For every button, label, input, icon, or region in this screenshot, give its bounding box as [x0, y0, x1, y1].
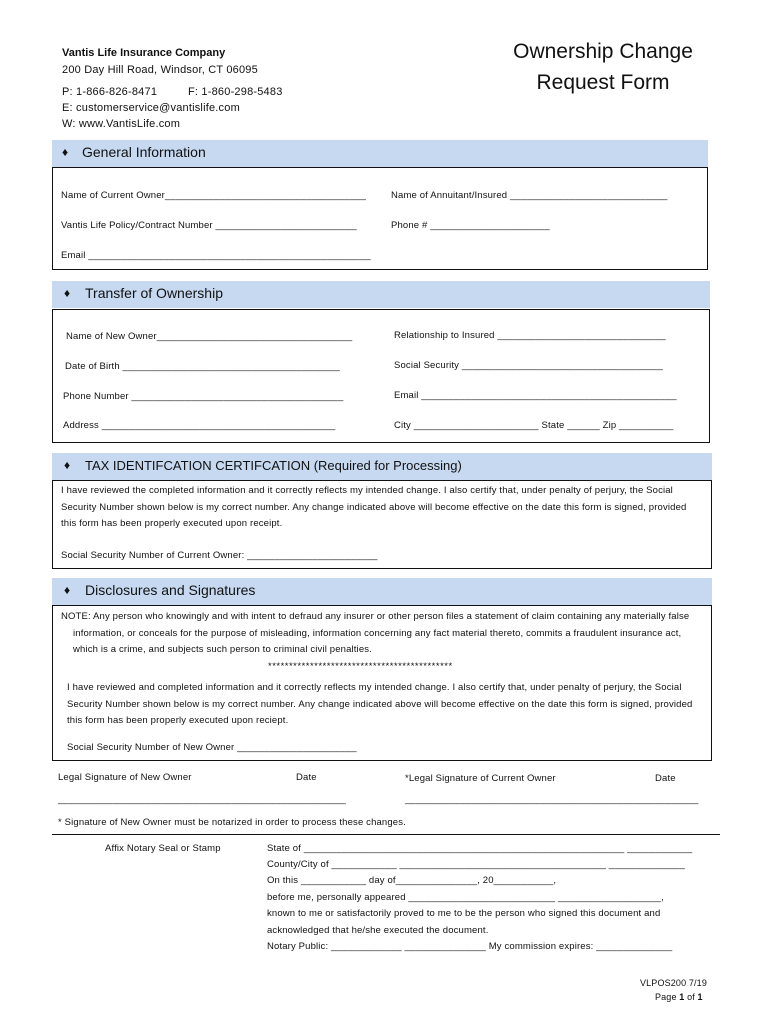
page-label: Page [655, 992, 680, 1002]
section-title: General Information [82, 144, 206, 160]
notary-county-field[interactable]: County/City of ____________ ______________________________________ ______________ [267, 859, 685, 870]
company-address: 200 Day Hill Road, Windsor, CT 06095 [62, 64, 258, 76]
section-title: Transfer of Ownership [85, 285, 223, 301]
company-name: Vantis Life Insurance Company [62, 47, 226, 59]
section-header-disclosures [52, 578, 712, 605]
current-owner-signature-line[interactable]: ______________________________________________________ [405, 794, 699, 805]
diamond-bullet-icon: ♦ [64, 583, 71, 597]
form-title-line2: Request Form [536, 71, 670, 94]
current-owner-signature-label: *Legal Signature of Current Owner [405, 773, 556, 784]
notary-seal-label: Affix Notary Seal or Stamp [105, 843, 221, 854]
ssn-current-owner-field[interactable]: Social Security Number of Current Owner: ________________________ [61, 550, 378, 561]
policy-number-field[interactable]: Vantis Life Policy/Contract Number __________________________ [61, 220, 357, 231]
phone-field[interactable]: Phone # ______________________ [391, 220, 550, 231]
new-owner-certification-text: I have reviewed and completed information and it correctly reflects my intended change. I also certify that, under penalty of perjury, the Social Security Number shown below is my correct number. Any change indicated above will become effective on the date this form is signed, provided this form has been properly executed upon reciept. [67, 682, 693, 726]
asterisk-divider: ******************************************** [268, 661, 453, 672]
date-label: Date [655, 773, 676, 784]
annuitant-field[interactable]: Name of Annuitant/Insured _____________________________ [391, 190, 668, 201]
company-website: W: www.VantisLife.com [62, 118, 181, 130]
form-code: VLPOS200 7/19 [640, 978, 707, 988]
notary-public-field[interactable]: Notary Public: _____________ _______________ My commission expires: ______________ [267, 941, 673, 952]
section-header-general [52, 140, 708, 167]
page-current: 1 [679, 992, 685, 1002]
company-fax: F: 1-860-298-5483 [188, 86, 283, 98]
page-of: of [684, 992, 698, 1002]
tax-certification-text: I have reviewed the completed information and it correctly reflects my intended change. I also certify that, under penalty of perjury, the Social Security Number shown below is my correct number. Any change indicated above will become effective on the date this form is signed, provided this form has been properly executed upon receipt. [61, 485, 687, 529]
section-title: Disclosures and Signatures [85, 582, 256, 598]
new-owner-email-field[interactable]: Email _______________________________________________ [394, 390, 677, 401]
fraud-note-text [61, 609, 707, 659]
section-title: TAX IDENTIFCATION CERTIFCATION (Required for Processing) [85, 458, 462, 473]
email-field[interactable]: Email ____________________________________________________ [61, 250, 371, 261]
notary-state-field[interactable]: State of ___________________________________________________________ ____________ [267, 843, 693, 854]
notary-date-field[interactable]: On this ____________ day of_______________, 20___________, [267, 875, 557, 886]
form-title-line1: Ownership Change [513, 40, 693, 63]
new-owner-signature-line[interactable]: _____________________________________________________ [58, 794, 346, 805]
company-phone: P: 1-866-826-8471 [62, 86, 158, 98]
notary-appeared-field[interactable]: before me, personally appeared ___________________________ ___________________, [267, 892, 664, 903]
fraud-note-content: NOTE: Any person who knowingly and with intent to defraud any insurer or other person files a statement of claim containing any materially false information, or conceals for the purpose of misleading, information concerning any fact material thereto, commits a fraudulent insurance act, which is a crime, and subjects such person to criminal civil penalties. [61, 611, 690, 655]
date-label: Date [296, 772, 317, 783]
company-email: E: customerservice@vantislife.com [62, 102, 240, 114]
address-field[interactable]: Address ___________________________________________ [63, 420, 336, 431]
dob-field[interactable]: Date of Birth ________________________________________ [65, 361, 340, 372]
ssn-new-owner-field[interactable]: Social Security Number of New Owner ______________________ [67, 742, 357, 753]
diamond-bullet-icon: ♦ [64, 286, 71, 300]
diamond-bullet-icon: ♦ [62, 145, 69, 159]
notary-ack-text: acknowledged that he/she executed the document. [267, 925, 489, 936]
city-state-zip-field[interactable]: City _______________________ State ______ Zip __________ [394, 420, 674, 431]
divider [52, 834, 720, 835]
notarize-note: * Signature of New Owner must be notarized in order to process these changes. [58, 817, 406, 828]
current-owner-field[interactable]: Name of Current Owner_____________________________________ [61, 190, 367, 201]
new-owner-phone-field[interactable]: Phone Number _______________________________________ [63, 391, 344, 402]
page-number [655, 992, 703, 1002]
new-owner-field[interactable]: Name of New Owner____________________________________ [66, 331, 353, 342]
new-owner-signature-label: Legal Signature of New Owner [58, 772, 192, 783]
ssn-field[interactable]: Social Security _____________________________________ [394, 360, 663, 371]
section-header-transfer [52, 281, 710, 308]
section-header-tax [52, 453, 712, 480]
notary-known-text: known to me or satisfactorily proved to me to be the person who signed this document and [267, 908, 661, 919]
diamond-bullet-icon: ♦ [64, 458, 71, 472]
relationship-field[interactable]: Relationship to Insured _______________________________ [394, 330, 666, 341]
page-total: 1 [697, 992, 703, 1002]
